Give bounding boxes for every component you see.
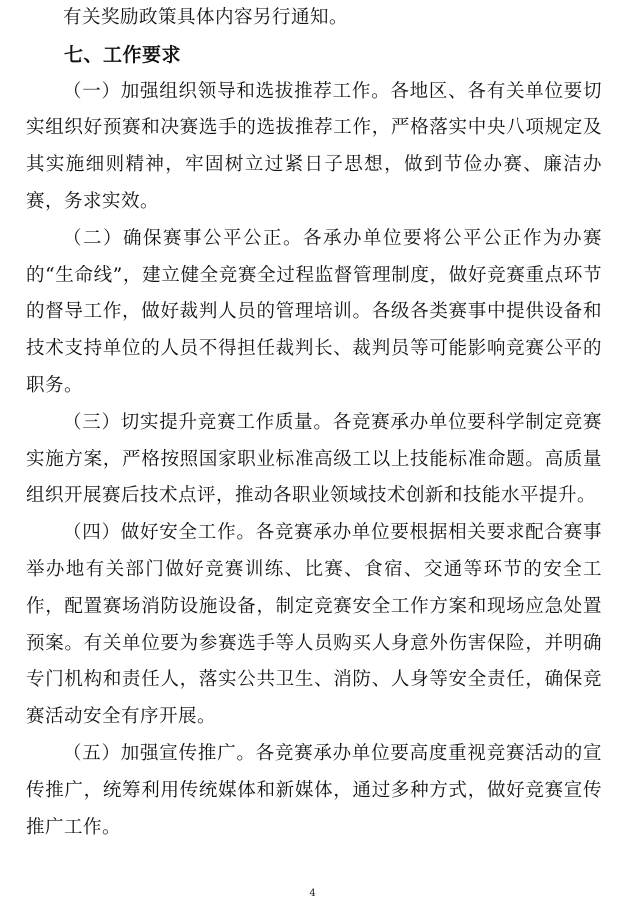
page-number: 4 bbox=[309, 888, 316, 899]
body-text bbox=[26, 0, 602, 846]
paragraph-3: （三）切实提升竞赛工作质量。各竞赛承办单位要科学制定竞赛实施方案，严格按照国家职业标准高级工以上技能标准命题。高质量组织开展赛后技术点评，推动各职业领域技术创新和技能水平提升。 bbox=[26, 411, 602, 507]
paragraph-5: （五）加强宣传推广。各竞赛承办单位要高度重视竞赛活动的宣传推广，统筹利用传统媒体和新媒体，通过多种方式，做好竞赛宣传推广工作。 bbox=[26, 742, 602, 838]
intro-line: 有关奖励政策具体内容另行通知。 bbox=[63, 7, 349, 28]
paragraph-4: （四）做好安全工作。各竞赛承办单位要根据相关要求配合赛事举办地有关部门做好竞赛训练、比赛、食宿、交通等环节的安全工作，配置赛场消防设施设备，制定竞赛安全工作方案和现场应急处置预案。有关单位要为参赛选手等人员购买人身意外伤害保险，并明确专门机构和责任人，落实公共卫生、消防、人身等安全责任，确保竞赛活动安全有序开展。 bbox=[26, 522, 602, 728]
paragraph-2: （二）确保赛事公平公正。各承办单位要将公平公正作为办赛的“生命线”，建立健全竞赛全过程监督管理制度，做好竞赛重点环节的督导工作，做好裁判人员的管理培训。各级各类赛事中提供设备和技术支持单位的人员不得担任裁判长、裁判员等可能影响竞赛公平的职务。 bbox=[26, 227, 602, 396]
section-heading: 七、工作要求 bbox=[64, 43, 182, 66]
paragraph-1: （一）加强组织领导和选拔推荐工作。各地区、各有关单位要切实组织好预赛和决赛选手的选拔推荐工作，严格落实中央八项规定及其实施细则精神，牢固树立过紧日子思想，做到节俭办赛、廉洁办赛，务求实效。 bbox=[26, 80, 602, 212]
